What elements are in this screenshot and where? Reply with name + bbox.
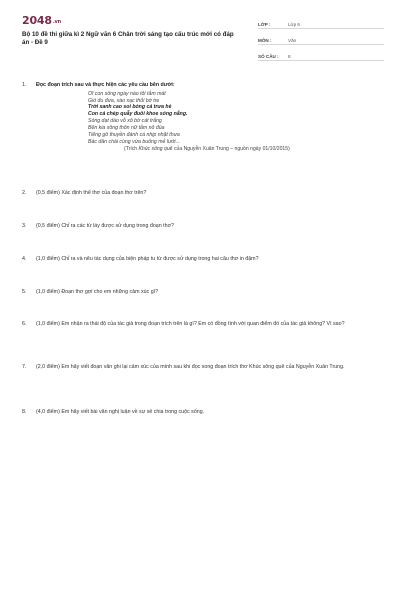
poem-line: Ơi con sông ngày nào tôi tắm mát: [88, 90, 166, 97]
question-2: [22, 190, 378, 198]
question-text: Đọc đoạn trích sau và thực hiện các yêu cầu bên dưới:: [36, 82, 175, 88]
question-text: (0,5 điểm) Xác định thể thơ của đoạn thơ trên?: [36, 190, 147, 196]
logo-suffix: .vn: [52, 19, 61, 25]
question-8: [22, 409, 378, 417]
meta-value: Văn: [288, 38, 297, 43]
meta-row-class: [258, 16, 384, 29]
question-number: 1.: [22, 82, 27, 88]
question-text: (4,0 điểm) Em hãy viết bài văn nghị luận về sự sẻ chia trong cuộc sống.: [36, 409, 205, 415]
question-number: 2.: [22, 190, 27, 196]
poem-line-bold: Trời xanh cao soi bóng cả trưa hè: [88, 104, 172, 111]
poem-line: Sóng dạt dào vỗ xô bờ cát trắng: [88, 118, 162, 125]
meta-value: 8: [288, 54, 291, 59]
poem-excerpt: [88, 91, 378, 146]
question-number: 7.: [22, 364, 27, 370]
poem-source: [124, 146, 378, 153]
source-open: (Trích: [124, 145, 139, 152]
meta-label: LỚP :: [258, 22, 271, 27]
question-number: 8.: [22, 409, 27, 415]
source-title: Khúc sông quê: [138, 145, 173, 152]
poem-line: Bên kia sông thôn nữ tắm nô đùa: [88, 125, 165, 132]
question-text: (1,0 điểm) Em nhận ra thái độ của tác giả trong đoạn trích trên là gì? Em có đồng tình với quan điểm đó của tác giả không? Vì sao?: [36, 321, 345, 327]
question-text: (1,0 điểm) Đoạn thơ gợi cho em những cảm xúc gì?: [36, 289, 159, 295]
question-7: [22, 364, 378, 372]
document-title: Bộ 10 đề thi giữa kì 2 Ngữ văn 6 Chân trời sáng tạo cấu trúc mới có đáp án - Đề 9: [22, 31, 234, 47]
poem-line: Gió đu đưa, xào xạc thổi bờ tre: [88, 97, 160, 104]
question-4: [22, 256, 378, 264]
poem-line-bold: Con cá chép quẫy đuôi khoe sóng nắng.: [88, 111, 188, 118]
poem-line: Tiếng gõ thuyền đánh cá nhịp nhặt thưa: [88, 132, 180, 139]
source-rest: của Nguyễn Xuân Trung – nguồn ngày 01/10/2015): [172, 145, 290, 152]
question-text: (2,0 điểm) Em hãy viết đoạn văn ghi lại cảm xúc của mình sau khi đọc xong đoạn trích thơ Khúc sông quê của Nguyễn Xuân Trung.: [36, 364, 345, 370]
meta-panel: [258, 16, 384, 64]
question-1: [22, 82, 378, 153]
question-number: 3.: [22, 223, 27, 229]
meta-row-subject: [258, 32, 384, 45]
question-3: [22, 223, 378, 231]
logo-main: 2048: [22, 14, 52, 27]
page-header: [22, 14, 384, 60]
question-number: 6.: [22, 321, 27, 327]
question-number: 4.: [22, 256, 27, 262]
meta-label: SỐ CÂU :: [258, 54, 279, 59]
poem-line: Bác dân chài cùng vừa buông mẻ lưới...: [88, 138, 180, 145]
question-text: (1,0 điểm) Chỉ ra và nêu tác dụng của biện pháp tu từ được sử dụng trong hai câu thơ in đậm?: [36, 256, 259, 262]
meta-value: Lớp 6: [288, 22, 300, 27]
meta-label: MÔN :: [258, 38, 272, 43]
question-number: 5.: [22, 289, 27, 295]
question-5: [22, 289, 378, 297]
site-logo[interactable]: [22, 14, 61, 27]
meta-row-question-count: [258, 48, 384, 61]
question-6: [22, 321, 378, 329]
question-text: (0,5 điểm) Chỉ ra các từ láy được sử dụng trong đoạn thơ?: [36, 223, 175, 229]
